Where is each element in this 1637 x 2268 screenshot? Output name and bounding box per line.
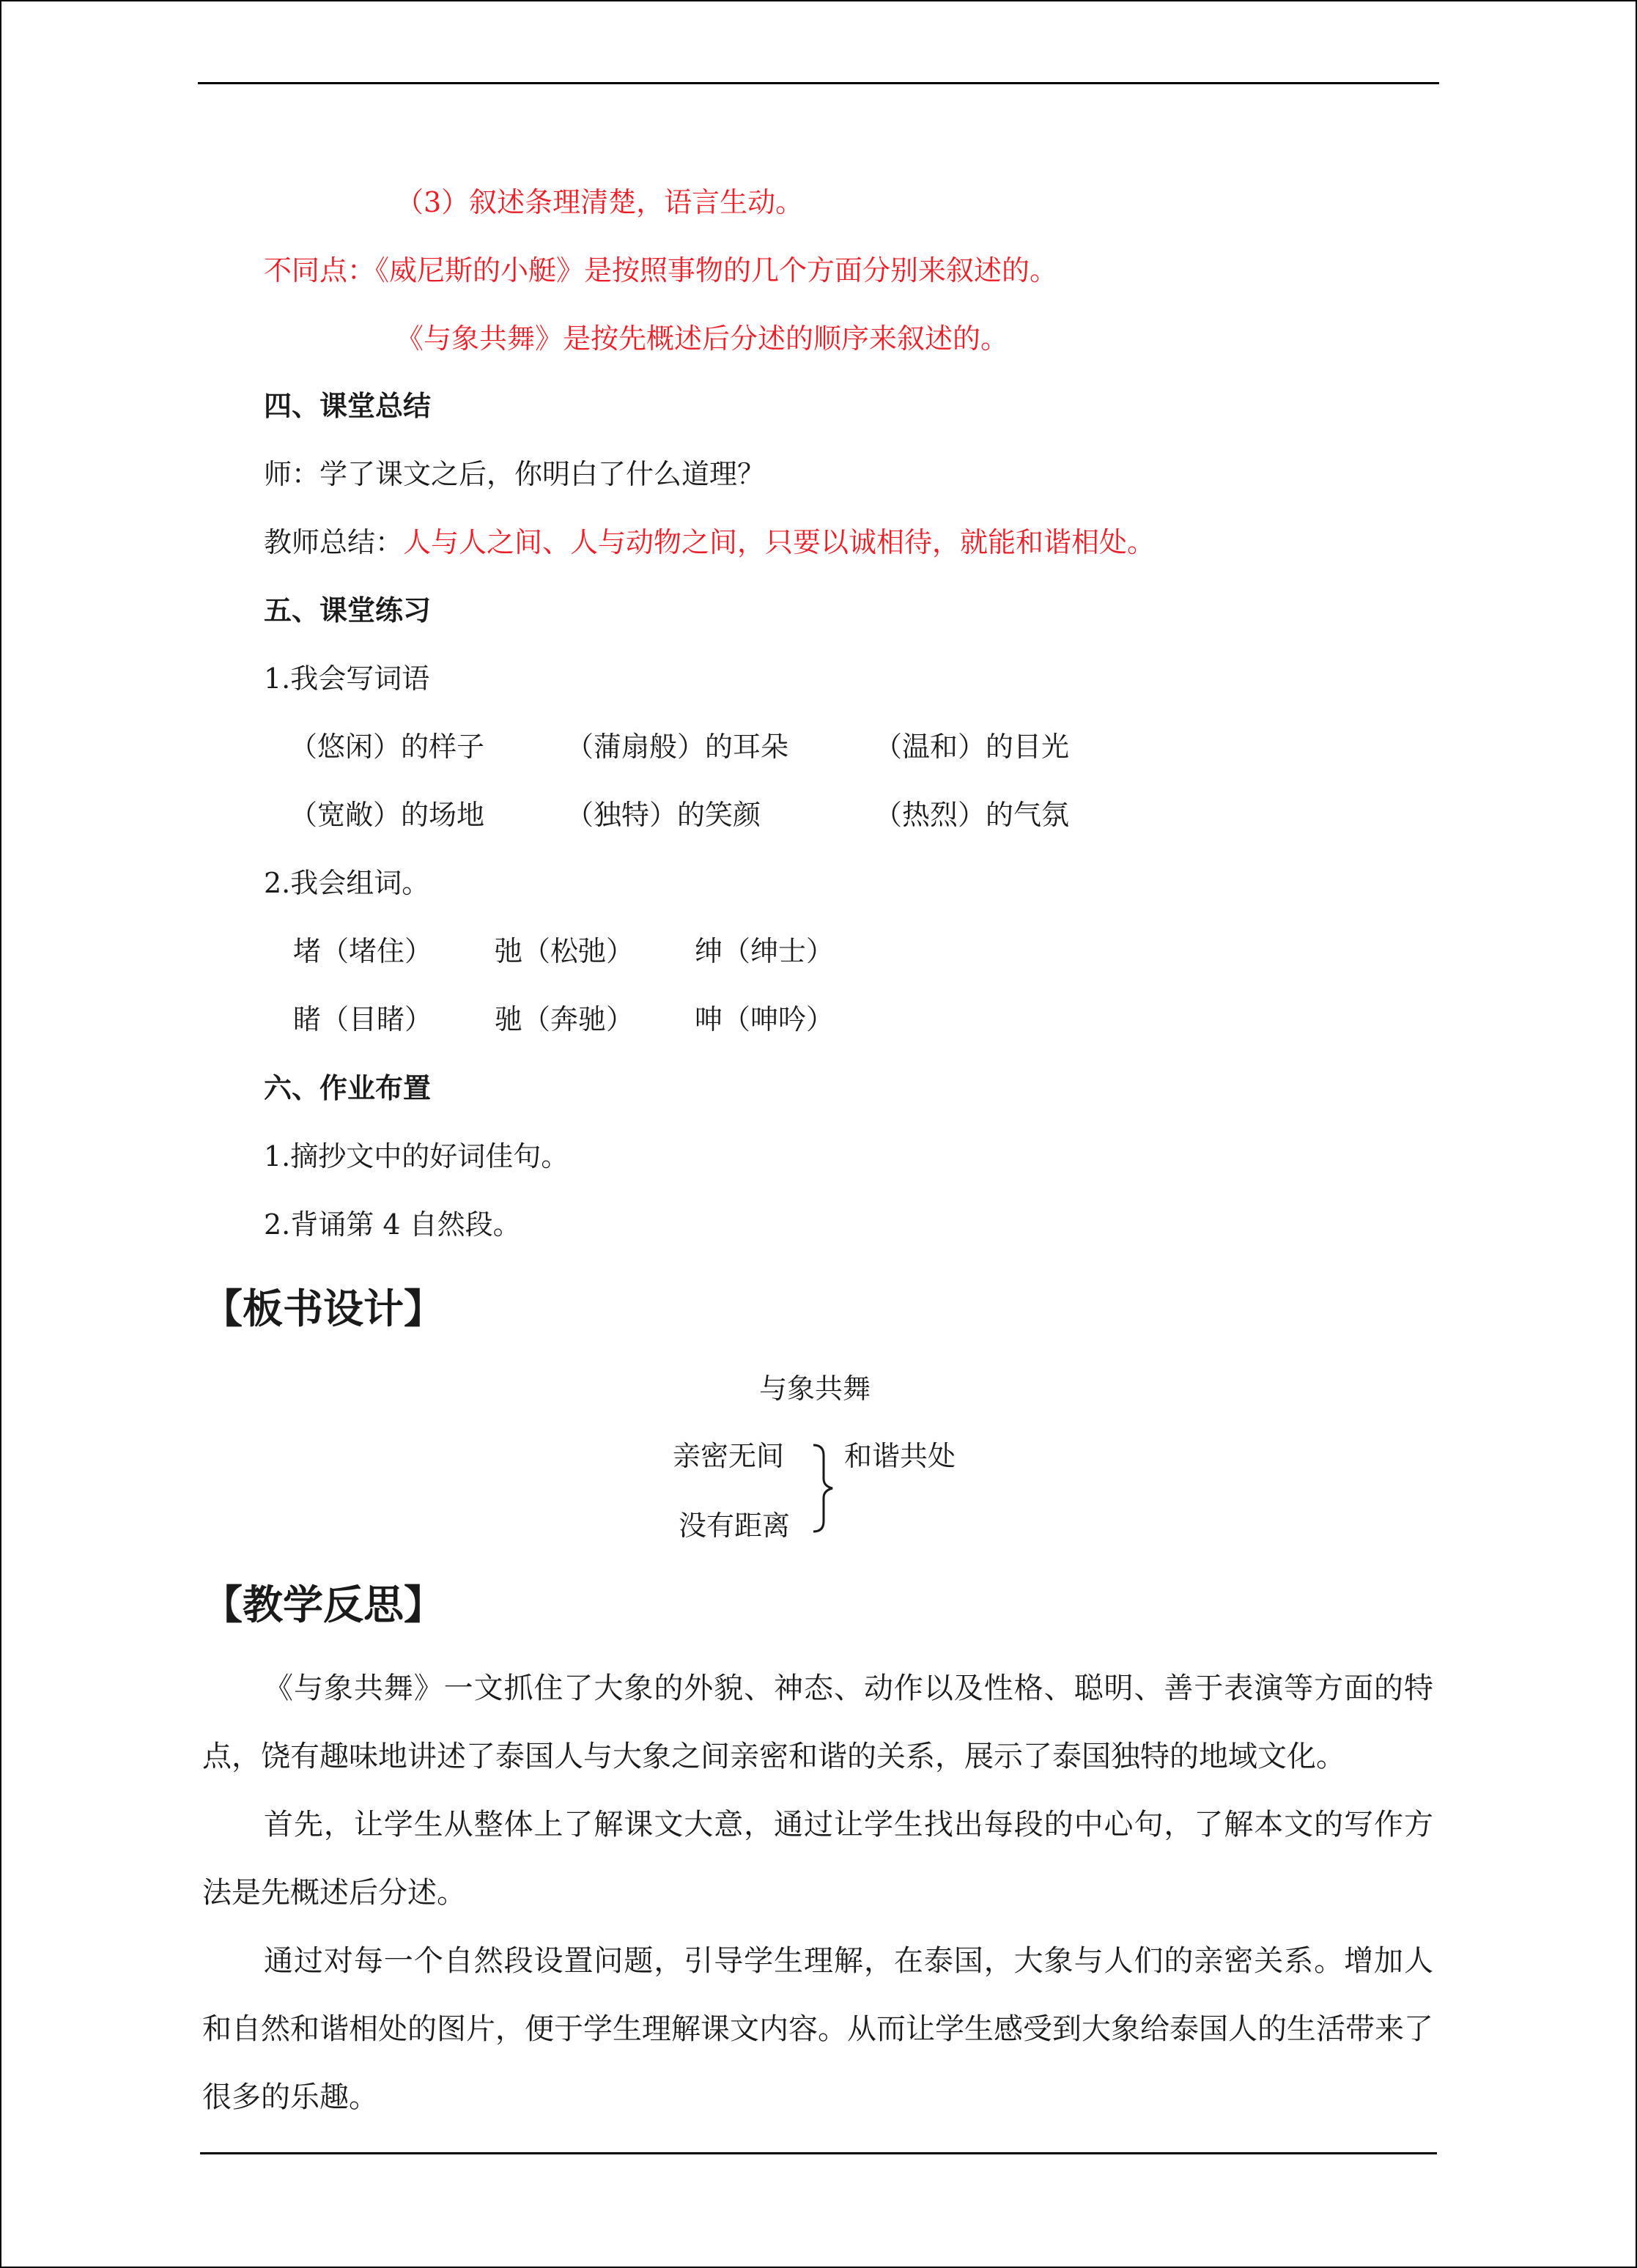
board-right: 和谐共处: [844, 1440, 956, 1472]
comparison-point-3: （3）叙述条理清楚，语言生动。: [396, 186, 804, 218]
difference-label: 不同点：: [264, 254, 376, 287]
word-item: （悠闲）的样子: [289, 731, 485, 763]
reflection-paragraph-1: 《与象共舞》一文抓住了大象的外貌、神态、动作以及性格、聪明、善于表演等方面的特点，饶有趣味地讲述了泰国人与大象之间亲密和谐的关系，展示了泰国独特的地域文化。: [202, 1672, 1433, 1773]
board-left-1: 亲密无间: [673, 1440, 785, 1472]
homework-item-1: 1.摘抄文中的好词佳句。: [264, 1140, 569, 1172]
word-item: （蒲扇般）的耳朵: [566, 731, 789, 763]
reflection-heading: [202, 1581, 444, 1628]
reflection-paragraph-3: 通过对每一个自然段设置问题，引导学生理解，在泰国，大象与人们的亲密关系。增加人和自然和谐相处的图片，便于学生理解课文内容。从而让学生感受到大象给泰国人的生活带来了很多的乐趣。: [202, 1944, 1433, 2114]
homework-heading: 六、作业布置: [264, 1072, 432, 1104]
group-word-item: 堵（堵住）: [293, 935, 433, 967]
teacher-summary-label: 教师总结：: [264, 526, 404, 558]
word-item: （热烈）的气氛: [874, 799, 1070, 831]
word-item: （独特）的笑颜: [566, 799, 761, 831]
summary-question: 师：学了课文之后，你明白了什么道理？: [264, 458, 766, 490]
reflection-paragraph-2: 首先，让学生从整体上了解课文大意，通过让学生找出每段的中心句，了解本文的写作方法是先概述后分述。: [202, 1808, 1433, 1910]
reflection-heading-text: 【教学反思】: [202, 1581, 445, 1628]
difference-text-1: 《威尼斯的小艇》是按照事物的几个方面分别来叙述的。: [375, 254, 1058, 287]
difference-text-2: 《与象共舞》是按先概述后分述的顺序来叙述的。: [396, 322, 1009, 355]
group-word-item: 绅（绅士）: [695, 935, 835, 967]
word-item: （宽敞）的场地: [289, 799, 485, 831]
summary-heading: 四、课堂总结: [264, 390, 432, 422]
practice-task-2: 2.我会组词。: [264, 867, 430, 899]
teacher-summary-text: 人与人之间、人与动物之间，只要以诚相待，就能和谐相处。: [403, 526, 1156, 558]
teacher-summary: [264, 525, 1155, 559]
right-brace: [810, 1441, 838, 1536]
word-item: （温和）的目光: [874, 731, 1070, 763]
footer-rule: [200, 2152, 1437, 2154]
board-title: 与象共舞: [759, 1373, 871, 1405]
practice-task-1: 1.我会写词语: [264, 662, 430, 695]
group-word-item: 驰（奔驰）: [495, 1003, 635, 1035]
homework-item-2: 2.背诵第 4 自然段。: [264, 1208, 521, 1241]
comparison-difference: [264, 254, 1057, 287]
group-word-item: 弛（松弛）: [495, 935, 635, 967]
group-word-item: 呻（呻吟）: [695, 1003, 835, 1035]
board-design-heading: 【板书设计】: [202, 1285, 445, 1332]
header-rule: [198, 82, 1439, 84]
practice-heading: 五、课堂练习: [264, 594, 432, 627]
board-left-2: 没有距离: [679, 1510, 791, 1542]
group-word-item: 睹（目睹）: [293, 1003, 433, 1035]
